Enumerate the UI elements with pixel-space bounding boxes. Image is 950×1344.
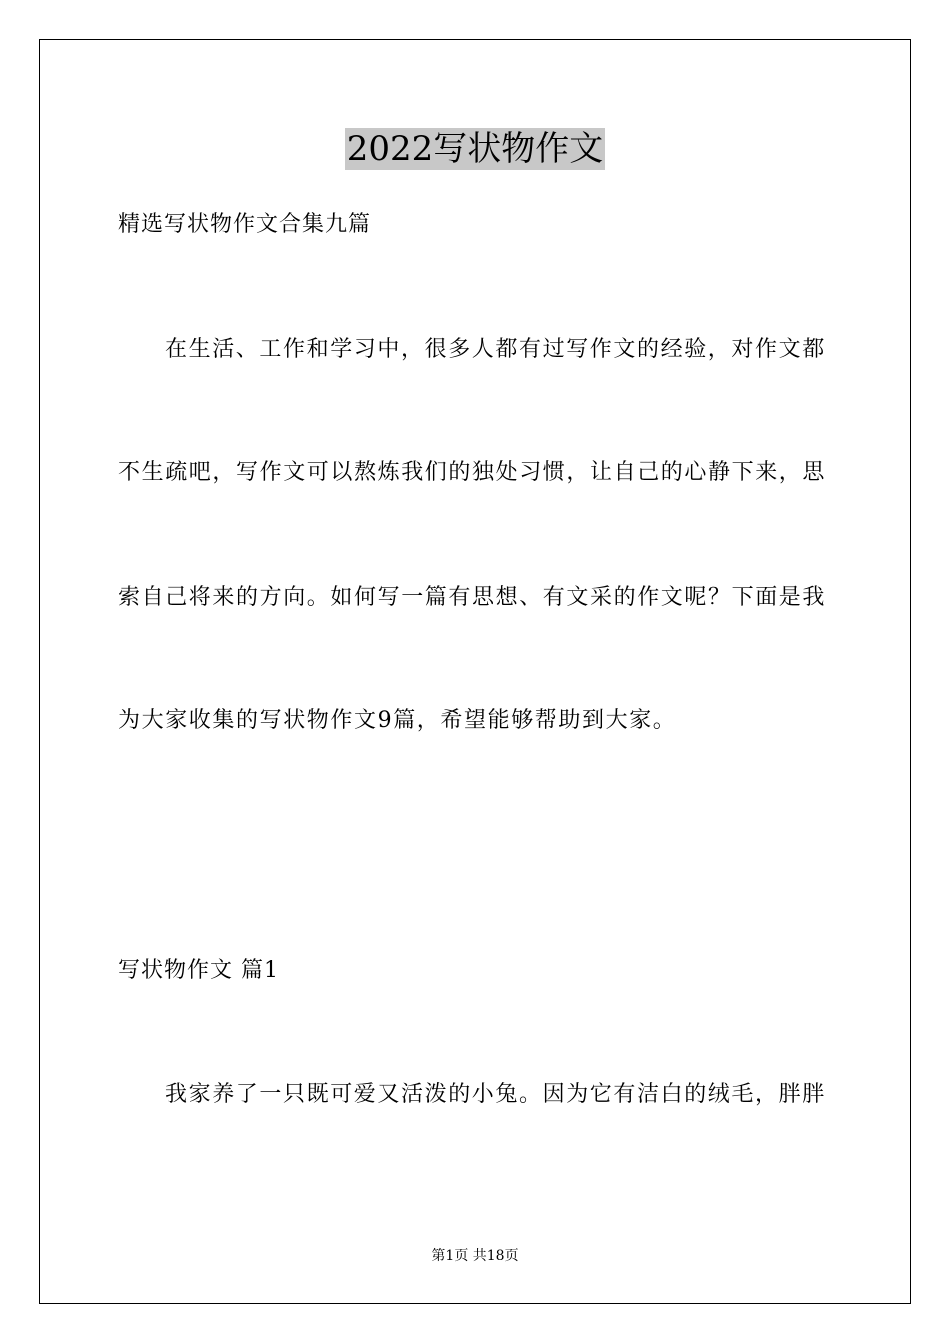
title-block: [0, 128, 950, 170]
section-line-1: 我家养了一只既可爱又活泼的小兔。因为它有洁白的绒毛，胖胖: [165, 1082, 826, 1107]
section-heading: 写状物作文 篇1: [118, 958, 279, 983]
page-footer: 第1页 共18页: [431, 1248, 519, 1264]
intro-line-1: 在生活、工作和学习中，很多人都有过写作文的经验，对作文都: [165, 337, 826, 362]
intro-line-4: 为大家收集的写状物作文9篇，希望能够帮助到大家。: [118, 708, 677, 733]
intro-line-3: 索自己将来的方向。如何写一篇有思想、有文采的作文呢？下面是我: [118, 585, 827, 610]
document-title: 2022写状物作文: [346, 129, 604, 169]
intro-line-2: 不生疏吧，写作文可以熬炼我们的独处习惯，让自己的心静下来，思: [118, 460, 827, 485]
document-subtitle: 精选写状物作文合集九篇: [118, 212, 372, 237]
